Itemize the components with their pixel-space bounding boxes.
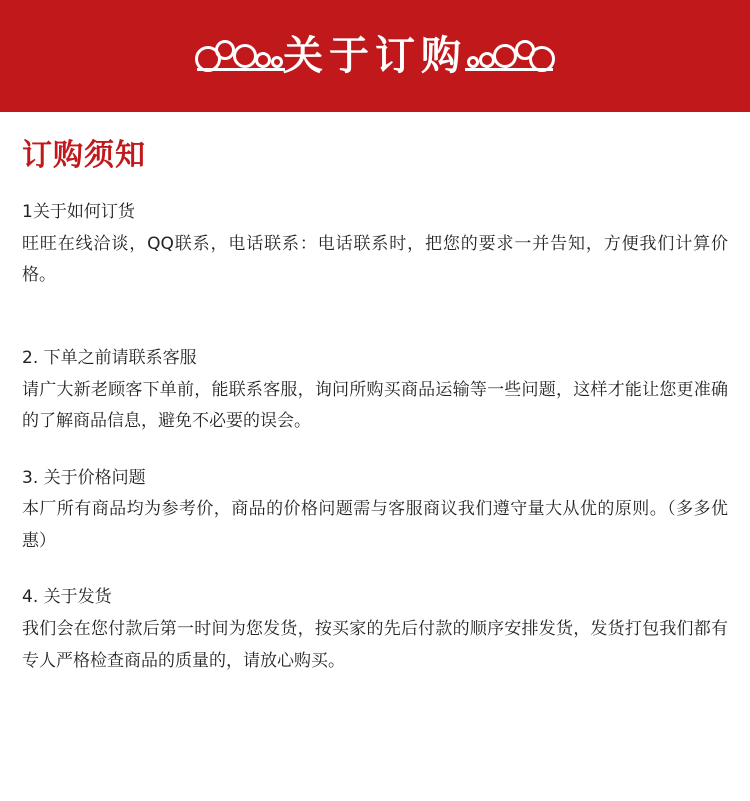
notice-item-2 — [22, 344, 728, 438]
notice-item-4-body: 我们会在您付款后第一时间为您发货，按买家的先后付款的顺序安排发货，发货打包我们都有专人严格检查商品的质量的，请放心购买。 — [22, 619, 728, 671]
notice-content — [0, 112, 750, 677]
notice-item-2-body: 请广大新老顾客下单前，能联系客服，询问所购买商品运输等一些问题，这样才能让您更准确的了解商品信息，避免不必要的误会。 — [22, 379, 728, 432]
banner-title: 关于订购 — [283, 33, 467, 79]
page-title: 订购须知 — [22, 138, 146, 173]
header-banner — [0, 0, 750, 112]
notice-item-3-body: 本厂所有商品均为参考价，商品的价格问题需与客服商议我们遵守量大从优的原则。（多多优惠） — [22, 499, 728, 551]
notice-item-1 — [22, 198, 728, 292]
notice-item-4 — [22, 583, 728, 677]
notice-item-3-heading: 3. 关于价格问题 — [22, 467, 146, 488]
notice-item-1-body: 旺旺在线洽谈，QQ联系，电话联系：电话联系时，把您的要求一并告知，方便我们计算价格。 — [22, 233, 728, 286]
notice-item-2-heading: 2. 下单之前请联系客服 — [22, 347, 197, 368]
notice-item-1-heading: 1关于如何订货 — [22, 202, 135, 222]
banner-title-wrap — [0, 0, 750, 112]
notice-item-4-heading: 4. 关于发货 — [22, 587, 112, 608]
notice-item-3 — [22, 464, 728, 558]
